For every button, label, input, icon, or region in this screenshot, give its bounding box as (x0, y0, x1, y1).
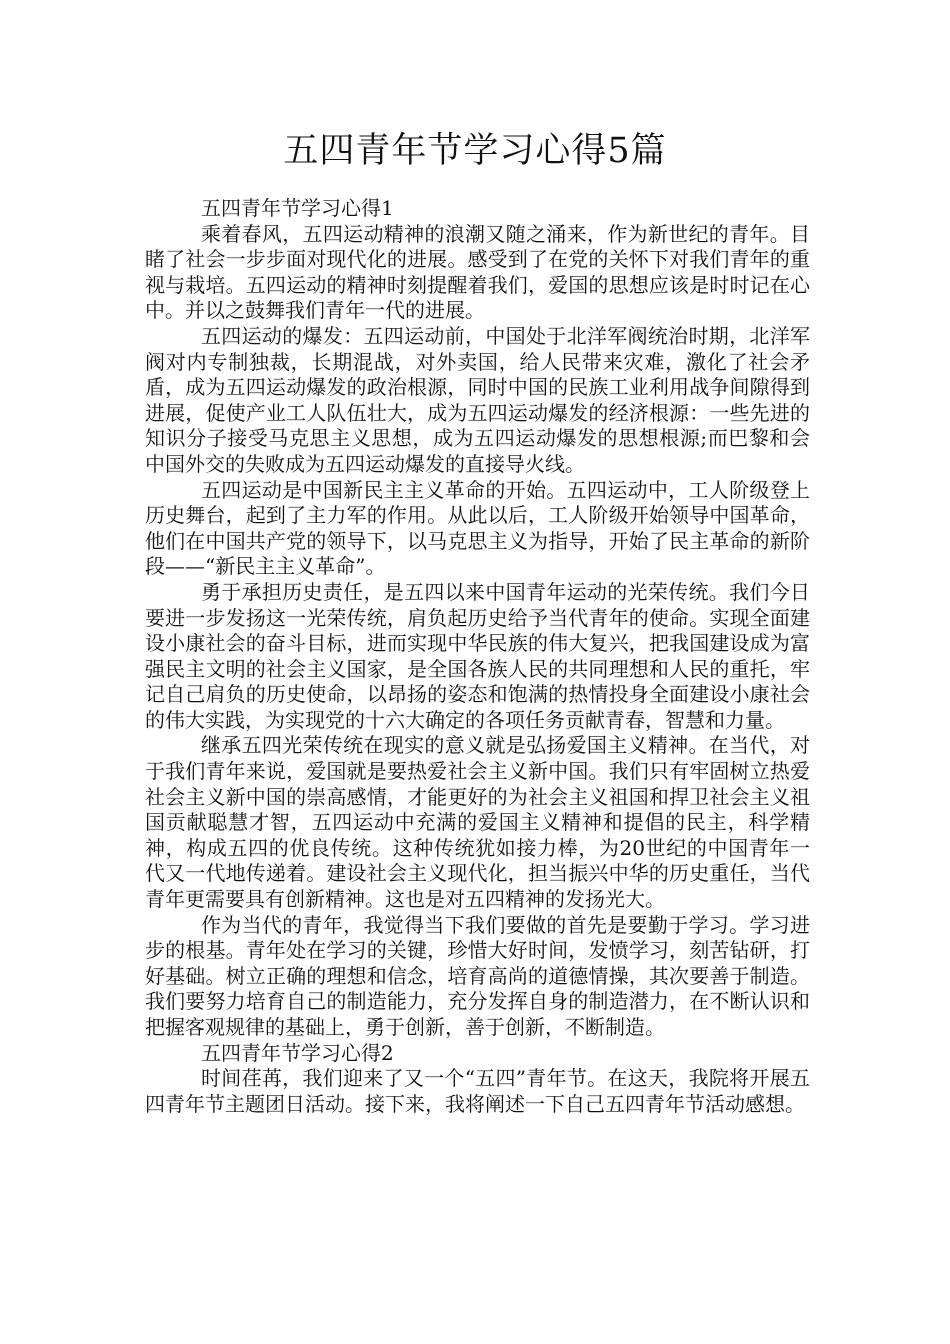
paragraph: 五四运动的爆发：五四运动前，中国处于北洋军阀统治时期，北洋军阀对内专制独裁，长期混战，对外卖国，给人民带来灾难，激化了社会矛盾，成为五四运动爆发的政治根源，同时中国的民族工业利用战争间隙得到进展，促使产业工人队伍壮大，成为五四运动爆发的经济根源：一些先进的知识分子接受马克思主义思想，成为五四运动爆发的思想根源;而巴黎和会中国外交的失败成为五四运动爆发的直接导火线。 (145, 323, 810, 476)
paragraph: 继承五四光荣传统在现实的意义就是弘扬爱国主义精神。在当代，对于我们青年来说，爱国就是要热爱社会主义新中国。我们只有牢固树立热爱社会主义新中国的崇高感情，才能更好的为社会主义祖国和捍卫社会主义祖国贡献聪慧才智，五四运动中充满的爱国主义精神和提倡的民主，科学精神，构成五四的优良传统。这种传统犹如接力棒，为20世纪的中国青年一代又一代地传递着。建设社会主义现代化，担当振兴中华的历史重任，当代青年更需要具有创新精神。这也是对五四精神的发扬光大。 (145, 733, 810, 912)
document-title: 五四青年节学习心得5篇 (283, 131, 667, 171)
document-body (145, 196, 810, 1117)
section-heading-1: 五四青年节学习心得1 (201, 196, 394, 220)
paragraph: 时间荏苒，我们迎来了又一个“五四”青年节。在这天，我院将开展五四青年节主题团日活动。接下来，我将阐述一下自己五四青年节活动感想。 (145, 1066, 810, 1116)
paragraph: 五四运动是中国新民主主义革命的开始。五四运动中，工人阶级登上历史舞台，起到了主力军的作用。从此以后，工人阶级开始领导中国革命，他们在中国共产党的领导下，以马克思主义为指导，开始了民主革命的新阶段——“新民主主义革命”。 (145, 477, 810, 579)
paragraph: 勇于承担历史责任，是五四以来中国青年运动的光荣传统。我们今日要进一步发扬这一光荣传统，肩负起历史给予当代青年的使命。实现全面建设小康社会的奋斗目标，进而实现中华民族的伟大复兴，把我国建设成为富强民主文明的社会主义国家，是全国各族人民的共同理想和人民的重托，牢记自己肩负的历史使命，以昂扬的姿态和饱满的热情投身全面建设小康社会的伟大实践，为实现党的十六大确定的各项任务贡献青春，智慧和力量。 (145, 579, 810, 732)
section-heading-2: 五四青年节学习心得2 (201, 1040, 394, 1065)
paragraph: 作为当代的青年，我觉得当下我们要做的首先是要勤于学习。学习进步的根基。青年处在学习的关键，珍惜大好时间，发愤学习，刻苦钻研，打好基础。树立正确的理想和信念，培育高尚的道德情操，其次要善于制造。我们要努力培育自己的制造能力，充分发挥自身的制造潜力，在不断认识和把握客观规律的基础上，勇于创新，善于创新，不断制造。 (145, 912, 810, 1039)
paragraph: 乘着春风，五四运动精神的浪潮又随之涌来，作为新世纪的青年。目睹了社会一步步面对现代化的进展。感受到了在党的关怀下对我们青年的重视与栽培。五四运动的精神时刻提醒着我们，爱国的思想应该是时时记在心中。并以之鼓舞我们青年一代的进展。 (145, 221, 810, 323)
